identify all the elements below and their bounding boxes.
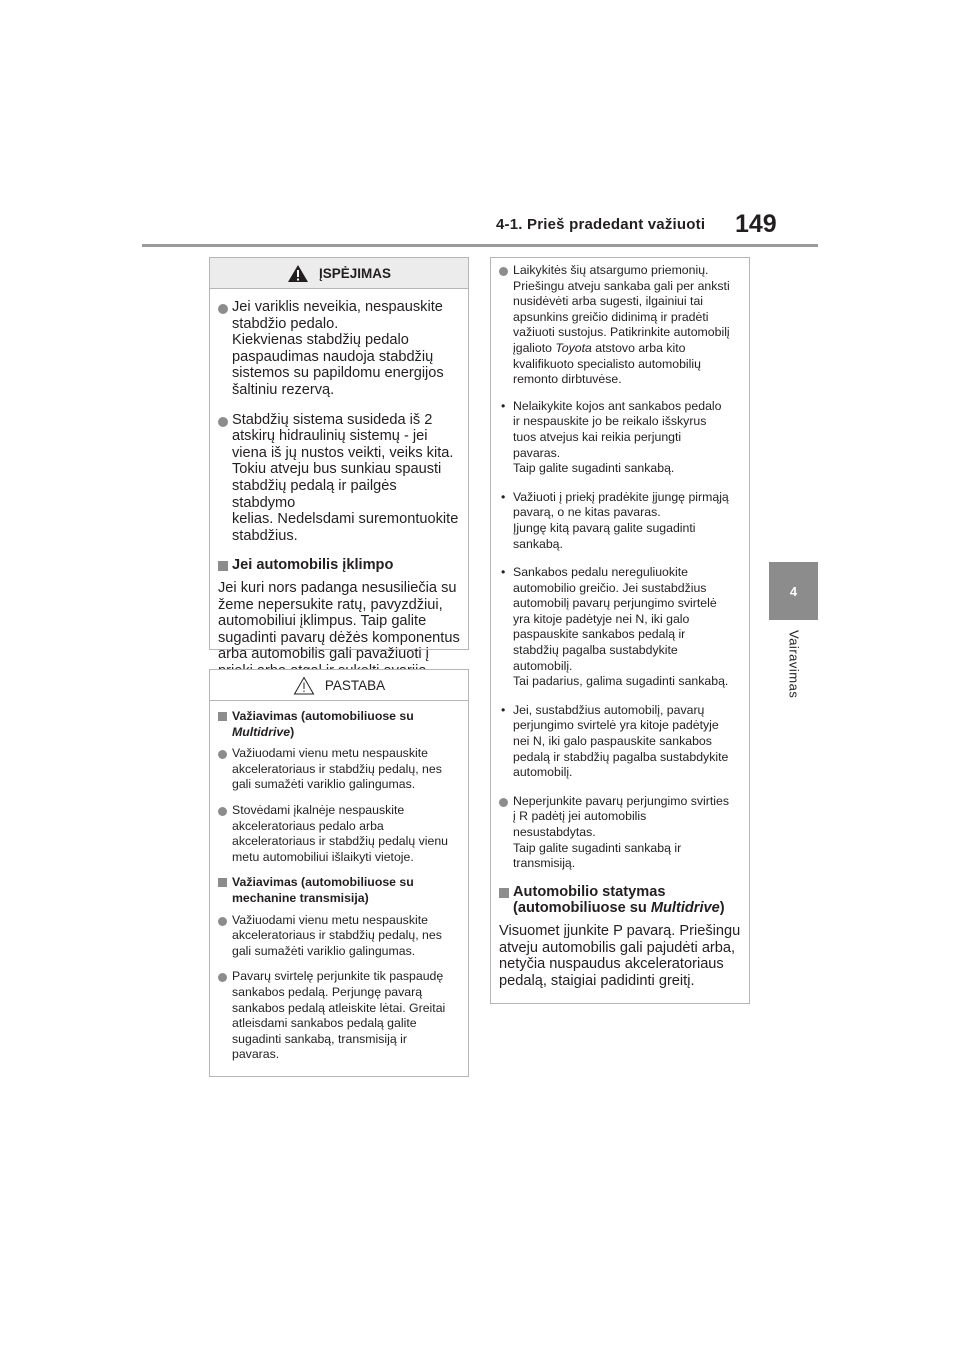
header-rule	[142, 244, 818, 247]
bullet-dot-icon	[499, 798, 508, 807]
notice-subheading-end: )	[290, 724, 295, 739]
notice-item-text: Važiuodami vienu metu nespauskite akceleratoriaus ir stabdžių pedalų, nes gali sumažėti variklio galingumas.	[232, 746, 442, 792]
notice-item	[218, 746, 460, 793]
notice-subheading	[218, 709, 460, 740]
sub-bullet-item	[499, 565, 741, 690]
bullet-dot-icon	[218, 417, 228, 427]
square-bullet-icon	[499, 888, 509, 898]
sub-bullet-text: Važiuoti į priekį pradėkite įjungę pirmąją pavarą, o ne kitas pavaras. Įjungę kitą pavarą galite sugadinti sankabą.	[513, 489, 729, 551]
sub-bullet-mark: •	[501, 489, 506, 504]
notice-box	[209, 669, 469, 1077]
bullet-dot-icon	[499, 267, 508, 276]
square-bullet-icon	[218, 878, 227, 887]
sub-bullet-mark: •	[501, 565, 506, 580]
notice-subheading	[218, 875, 460, 906]
chapter-number: 4	[789, 583, 798, 599]
square-bullet-icon	[218, 561, 228, 571]
sub-bullet-item	[499, 490, 741, 552]
square-bullet-icon	[218, 712, 227, 721]
bullet-dot-icon	[218, 750, 227, 759]
parking-subheading	[499, 884, 741, 917]
sub-bullet-item	[499, 703, 741, 781]
notice-item	[499, 794, 741, 872]
warning-subheading	[218, 557, 460, 574]
parking-subheading-italic: Multidrive	[650, 900, 720, 917]
notice-subheading-italic: Multidrive	[232, 724, 291, 739]
bullet-dot-icon	[218, 917, 227, 926]
warning-item	[218, 412, 460, 545]
sub-bullet-text: Jei, sustabdžius automobilį, pavarų perjungimo svirtelė yra kitoje padėtyje nei N, iki galo paspauskite sankabos pedalą ir stabdžių pagalba sustabdykite automobilį.	[513, 702, 729, 780]
notice-item-text: Stovėdami įkalnėje nespauskite akceleratoriaus pedalo arba akceleratoriaus ir stabdžių pedalų vienu metu automobiliui išlaikyti vietoje.	[232, 802, 449, 864]
caution-outline-icon	[293, 676, 315, 695]
bullet-dot-icon	[218, 807, 227, 816]
chapter-label: Vairavimas	[786, 630, 802, 699]
chapter-tab	[769, 562, 818, 620]
warning-title: ĮSPĖJIMAS	[318, 265, 392, 281]
bullet-dot-icon	[218, 304, 228, 314]
notice-subheading-text: Važiavimas (automobiliuose su mechanine transmisija)	[232, 875, 414, 905]
warning-icon	[287, 264, 309, 283]
sub-bullet-item	[499, 399, 741, 477]
parking-subheading-text: Automobilio statymas (automobiliuose su Multidrive)	[513, 883, 725, 917]
sub-bullet-mark: •	[501, 398, 506, 413]
sub-bullet-mark: •	[501, 702, 506, 717]
warning-item-text: Jei variklis neveikia, nespauskite stabdžio pedalo. Kiekvienas stabdžių pedalo paspaudimas naudoja stabdžių sistemos su papildomu energijos šaltiniu rezervą.	[232, 299, 444, 398]
page-number: 149	[735, 210, 777, 238]
notice-item-text: Neperjunkite pavarų perjungimo svirties į R padėtį jei automobilis nesustabdytas. Taip galite sugadinti sankabą ir transmisiją.	[513, 793, 729, 871]
notice-header	[210, 670, 468, 701]
warning-paragraph: Jei kuri nors padanga nesusiliečia su žeme nepersukite ratų, pavyzdžiui, automobiliui įklimpus. Taip galite sugadinti pavarų dėžės komponentus arba automobilis gali pavažiuoti į	[218, 579, 460, 663]
notice-item-text: Laikykitės šių atsargumo priemonių. Priešingu atveju sankaba gali per anksti nusidėvėti arba sugesti, ilgainiui tai apsunkins greičio didinimą ir pradėti važiuoti sustojus. Patikrinkite automobilį įgalioto Toyota atstovo arba kito kvalifikuoto specialisto automobilių remonto dirbtuvėse.	[513, 263, 730, 387]
section-title: 4-1. Prieš pradedant važiuoti	[496, 216, 706, 233]
notice-item-text: Pavarų svirtelę perjunkite tik paspaudę sankabos pedalą. Perjungę pavarą sankabos pedalą atleiskite lėtai. Greitai atleisdami sankabos pedalą galite sugadinti sankabą, transmisiją ir pavaras.	[232, 969, 446, 1062]
warning-item	[218, 299, 460, 399]
notice-item	[218, 803, 460, 865]
warning-subheading-text: Jei automobilis įklimpo	[232, 557, 394, 574]
notice-item	[218, 969, 460, 1063]
notice-subheading-text: Važiavimas (automobiliuose su	[232, 709, 414, 723]
sub-bullet-text: Nelaikykite kojos ant sankabos pedalo ir nespauskite jo be reikalo išskyrus tuos atvejus kai reikia perjungti pavaras. Taip galite sugadinti sankabą.	[513, 398, 722, 476]
sub-bullet-text: Sankabos pedalu nereguliuokite automobilio greičio. Jei sustabdžius automobilį pavarų perjungimo svirtelė yra kitoje padėtyje nei N, iki galo paspauskite sankabos pedalą ir stabdžių pagalba sustabdykite automobilį. Tai padarius, galima sugadinti sankabą.	[513, 565, 729, 689]
bullet-dot-icon	[218, 973, 227, 982]
notice-item-text: Važiuodami vienu metu nespauskite akceleratoriaus ir stabdžių pedalų, nes gali sumažėti variklio galingumas.	[232, 912, 442, 958]
brand-name: Toyota	[555, 340, 592, 355]
notice-title: PASTABA	[324, 677, 386, 693]
parking-paragraph: Visuomet įjunkite P pavarą. Priešingu atveju automobilis gali pajudėti arba, netyčia nuspaudus akceleratoriaus pedalą, staigiai padidinti greitį.	[499, 922, 741, 989]
notice-item	[218, 913, 460, 960]
warning-item-text: Stabdžių sistema susideda iš 2 atskirų hidraulinių sistemų - jei viena iš jų nustos veikti, veiks kita. Tokiu atveju bus sunkiau spausti stabdžių pedalą ir pailgės stabdymo kelias. Nedelsdami suremontuokite stabdžius.	[232, 411, 459, 544]
warning-header	[210, 258, 468, 289]
continued-notice-box	[490, 257, 750, 1004]
warning-box	[209, 257, 469, 663]
notice-item	[499, 263, 741, 388]
